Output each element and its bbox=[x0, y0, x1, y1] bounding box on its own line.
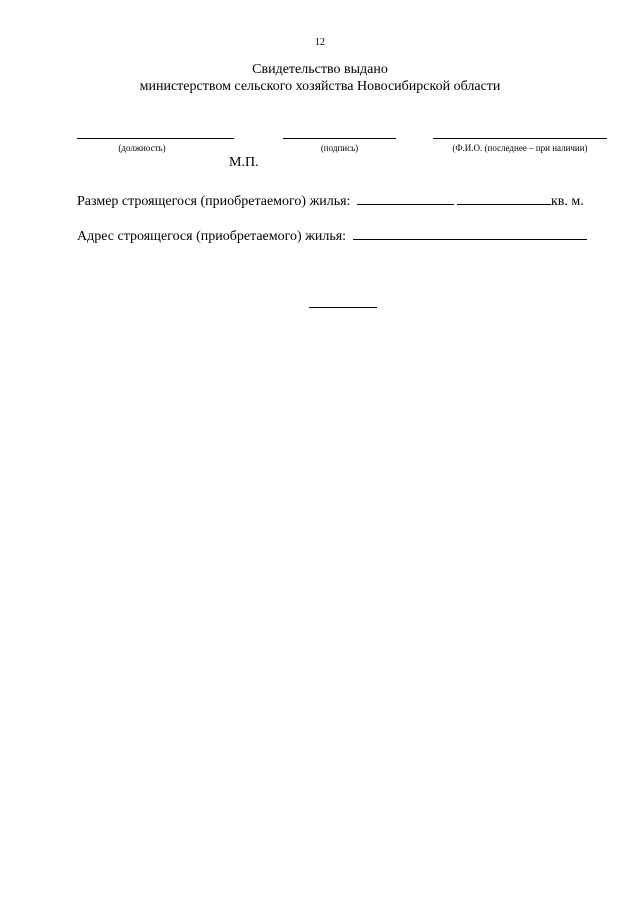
signature-caption: (подпись) bbox=[320, 143, 359, 153]
title-line-2: министерством сельского хозяйства Новосибирской области bbox=[139, 79, 501, 94]
address-label: Адрес строящегося (приобретаемого) жилья: bbox=[77, 229, 347, 244]
address-row bbox=[77, 227, 587, 245]
address-value-field[interactable] bbox=[353, 227, 587, 240]
size-value-field[interactable] bbox=[357, 192, 454, 205]
name-line bbox=[433, 138, 607, 139]
size-value-field-2[interactable] bbox=[457, 192, 551, 205]
name-caption: (Ф.И.О. (последнее – при наличии) bbox=[452, 143, 588, 153]
page-number: 12 bbox=[315, 37, 325, 48]
signature-line bbox=[283, 138, 396, 139]
position-caption: (должность) bbox=[118, 143, 166, 153]
end-divider bbox=[309, 307, 377, 308]
position-line bbox=[77, 138, 234, 139]
size-label: Размер строящегося (приобретаемого) жилья: bbox=[77, 194, 351, 209]
stamp-label: М.П. bbox=[229, 155, 259, 170]
size-unit: кв. м. bbox=[550, 194, 584, 209]
title-line-1: Свидетельство выдано bbox=[252, 62, 388, 77]
size-row bbox=[77, 192, 584, 210]
